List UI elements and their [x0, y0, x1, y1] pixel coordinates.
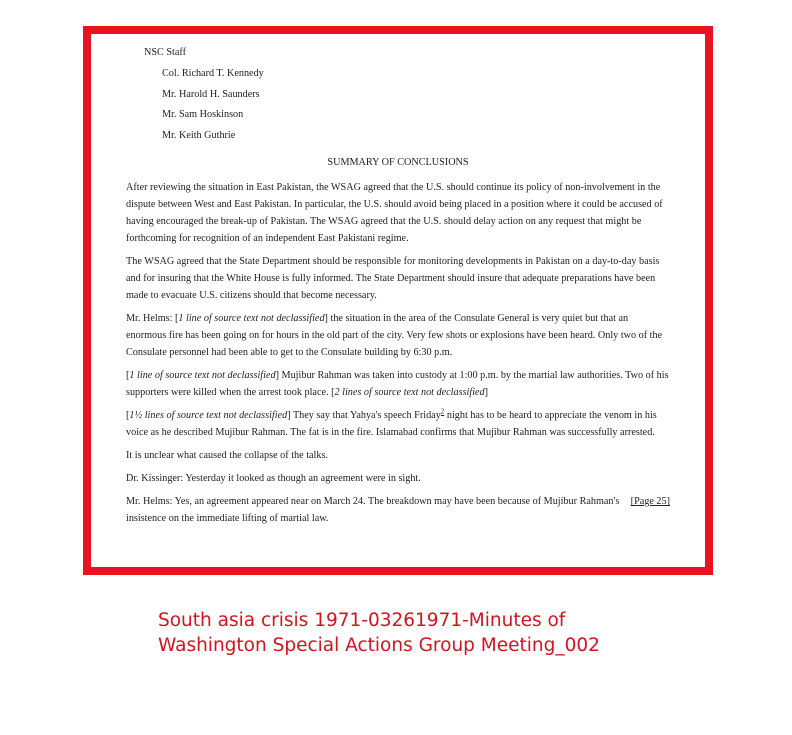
paragraph-1: After reviewing the situation in East Pakistan, the WSAG agreed that the U.S. should continue its policy of non-involvement in the dispute between West and East Pakistan. In particular, the U.S. should avoid being placed in a position where it could be accused of having encouraged the break-up of Pakistan. The WSAG agreed that the U.S. should delay action on any request that might be forthcoming for recognition of an independent East Pakistani regime.: [126, 182, 663, 244]
image-caption: [158, 608, 678, 658]
footnote-link[interactable]: 2: [440, 407, 445, 416]
staff-list: [162, 64, 670, 146]
text: [: [126, 410, 130, 421]
redaction-note: 2 lines of source text not declassified: [334, 387, 485, 398]
text: Mr. Helms: Yes, an agreement appeared near on March 24. The breakdown may have been because of Mujibur Rahman's insistence on the immediate lifting of martial law.: [126, 496, 620, 524]
caption-line-1: South asia crisis 1971-03261971-Minutes of: [158, 610, 566, 631]
paragraph-8: [126, 493, 670, 527]
text: Mr. Helms: [: [126, 313, 179, 324]
text: [: [126, 370, 130, 381]
staff-heading: NSC Staff: [144, 47, 186, 58]
paragraph-6: It is unclear what caused the collapse of the talks.: [126, 450, 328, 461]
paragraph-3: [126, 310, 670, 361]
paragraph-4: [126, 367, 670, 401]
staff-member: Col. Richard T. Kennedy: [162, 68, 264, 79]
summary-title: SUMMARY OF CONCLUSIONS: [327, 157, 469, 168]
text: ] the situation in the area of the Consulate General is very quiet but that an enormous fire has been going on for hours in the old part of the city. Very few shots or explosions have been heard. Only two of the Consulate personnel had been able to get to the Consulate building by 6:30 p.m.: [126, 313, 663, 358]
paragraph-5: [126, 407, 670, 441]
text: ]: [484, 387, 489, 398]
page-link[interactable]: [Page 25]: [630, 496, 670, 507]
staff-member: Mr. Sam Hoskinson: [162, 109, 244, 120]
redaction-note: 1 line of source text not declassified: [178, 313, 325, 324]
text: ] Mujibur Rahman was taken into custody at 1:00 p.m. by the martial law authorities. Two of his supporters were killed when the arrest took place. [: [126, 370, 669, 398]
redaction-note: 1 line of source text not declassified: [129, 370, 276, 381]
document-frame: [83, 26, 713, 575]
paragraph-2: The WSAG agreed that the State Department should be responsible for monitoring developments in Pakistan on a day-to-day basis and for insuring that the White House is fully informed. The State Department should insure that adequate preparations have been made to evacuate U.S. citizens should that become necessary.: [126, 256, 660, 301]
text: ] They say that Yahya's speech Friday: [287, 410, 441, 421]
paragraph-7: Dr. Kissinger: Yesterday it looked as though an agreement were in sight.: [126, 473, 421, 484]
document-body: [126, 44, 670, 533]
text: night has to be heard to appreciate the venom in his voice as he described Mujibur Rahman. The fat is in the fire. Islamabad confirms that Mujibur Rahman was successfully arrested.: [126, 410, 657, 438]
staff-member: Mr. Harold H. Saunders: [162, 88, 260, 100]
caption-line-2: Washington Special Actions Group Meeting_002: [158, 635, 600, 656]
staff-member: Mr. Keith Guthrie: [162, 129, 236, 141]
redaction-note: 1½ lines of source text not declassified: [129, 410, 288, 421]
